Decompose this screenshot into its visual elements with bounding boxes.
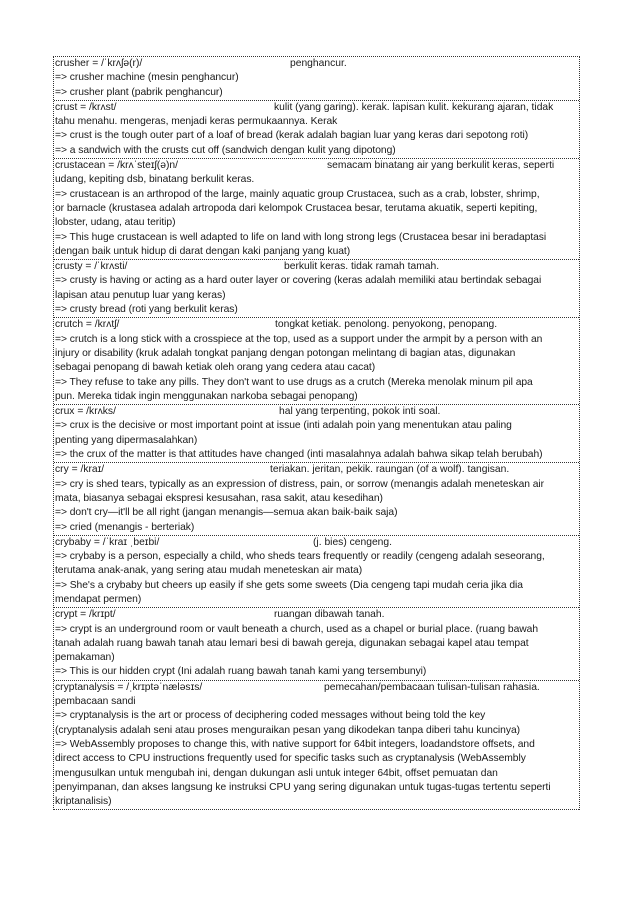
entry-line: => cried (menangis - berteriak) — [55, 521, 195, 533]
entry-term: crutch = /krʌtʃ/ — [55, 319, 120, 331]
entry-line: penting yang dipermasalahkan) — [55, 434, 198, 446]
dictionary-entry — [54, 608, 579, 680]
entry-translation: teriakan. jeritan, pekik. raungan (of a wolf). tangisan. — [270, 464, 510, 476]
entry-line: injury or disability (kruk adalah tongkat panjang dengan potongan melintang di bagian atas, digunakan — [55, 347, 516, 359]
entry-line: dengan baik untuk hidup di darat dengan kaki panjang yang kuat) — [55, 245, 351, 257]
entry-line: udang, kepiting dsb, binatang berkulit keras. — [55, 174, 255, 186]
dictionary-entry — [54, 463, 579, 535]
entry-line: => crusty bread (roti yang berkulit keras) — [55, 304, 238, 316]
entry-line: pun. Mereka tidak ingin menggunakan narkoba sebagai penopang) — [55, 390, 358, 402]
entry-line: => crusty is having or acting as a hard outer layer or covering (keras adalah memiliki atau bertindak sebagai — [55, 275, 542, 287]
dictionary-entry — [54, 536, 579, 608]
entry-header — [54, 681, 579, 695]
entry-translation: ruangan dibawah tanah. — [274, 609, 385, 621]
entry-translation: kulit (yang garing). kerak. lapisan kulit. kekurang ajaran, tidak — [274, 101, 554, 113]
entry-term: crust = /krʌst/ — [55, 101, 117, 113]
entry-header — [54, 405, 579, 419]
entry-translation: semacam binatang air yang berkulit keras, seperti — [327, 160, 555, 172]
dictionary-entry — [54, 101, 579, 159]
dictionary-entry — [54, 681, 579, 811]
entry-line: mendapat permen) — [55, 593, 142, 605]
entry-line: mata, biasanya sebagai ekspresi kesusahan, rasa sakit, atau kesedihan) — [55, 492, 383, 504]
entry-term: crybaby = /ˈkraɪ ˌbeɪbi/ — [55, 536, 160, 548]
entry-line: tanah adalah ruang bawah tanah atau lemari besi di bawah gereja, digunakan sebagai kapel atau tempat — [55, 637, 529, 649]
entry-header — [54, 608, 579, 622]
entry-line: => the crux of the matter is that attitudes have changed (inti masalahnya adalah bahwa sikap telah berubah) — [55, 449, 543, 461]
entry-line: => crutch is a long stick with a crosspiece at the top, used as a support under the armpit by a person with an — [55, 333, 543, 345]
entry-line: => cryptanalysis is the art or process of deciphering coded messages without being told the key — [55, 710, 486, 722]
entry-translation: penghancur. — [290, 58, 347, 69]
entry-line: pemakaman) — [55, 652, 115, 664]
entry-line: => don't cry—it'll be all right (jangan menangis—semua akan baik-baik saja) — [55, 507, 398, 519]
entry-header — [54, 260, 579, 274]
entry-line: terutama anak-anak, yang sering atau mudah meneteskan air mata) — [55, 565, 363, 577]
entry-translation: berkulit keras. tidak ramah tamah. — [284, 261, 440, 273]
dictionary-entry — [54, 260, 579, 318]
dictionary-document — [53, 56, 580, 810]
entry-translation: tongkat ketiak. penolong. penyokong, penopang. — [275, 319, 498, 331]
entry-line: => crux is the decisive or most important point at issue (inti adalah poin yang menentukan atau paling — [55, 420, 512, 432]
dictionary-entry — [54, 159, 579, 260]
entry-line: (cryptanalysis adalah seni atau proses menguraikan pesan yang dikodekan tanpa diberi tahu kuncinya) — [55, 724, 520, 736]
entry-header — [54, 536, 579, 550]
entry-line: => This is our hidden crypt (Ini adalah ruang bawah tanah kami yang tersembunyi) — [55, 666, 427, 678]
entry-line: => crustacean is an arthropod of the large, mainly aquatic group Crustacea, such as a crab, lobster, shrimp, — [55, 188, 540, 200]
entry-line: => crusher machine (mesin penghancur) — [55, 72, 239, 84]
entry-line: => crusher plant (pabrik penghancur) — [55, 86, 223, 98]
entry-term: cryptanalysis = /ˌkrɪptəˈnæləsɪs/ — [55, 681, 203, 693]
entry-term: cry = /kraɪ/ — [55, 464, 105, 476]
entry-line: or barnacle (krustasea adalah artropoda dari kelompok Crustacea besar, terutama akuatik, seperti kepiting, — [55, 202, 538, 214]
entry-header — [54, 318, 579, 332]
entry-line: lapisan atau penutup luar yang keras) — [55, 289, 226, 301]
entry-line: kriptanalisis) — [55, 796, 112, 808]
entry-translation: pemecahan/pembacaan tulisan-tulisan rahasia. — [324, 681, 540, 693]
entry-line: penyimpanan, dan akses langsung ke instruksi CPU yang sering digunakan untuk tugas-tugas tertentu seperti — [55, 781, 551, 793]
dictionary-entry — [54, 318, 579, 405]
entry-line: => crypt is an underground room or vault beneath a church, used as a chapel or burial place. (ruang bawah — [55, 623, 539, 635]
entry-line: => She's a crybaby but cheers up easily if she gets some sweets (Dia cengeng tapi mudah ceria jika dia — [55, 579, 523, 591]
entry-line: mengusulkan untuk mengubah ini, dengan dukungan asli untuk integer 64bit, offset pemuatan dan — [55, 767, 498, 779]
entry-line: lobster, udang, atau teritip) — [55, 217, 176, 229]
entry-line: tahu menahu. mengeras, menjadi keras permukaannya. Kerak — [55, 116, 338, 128]
entry-term: crusher = /ˈkrʌʃə(r)/ — [55, 58, 143, 69]
entry-header — [54, 463, 579, 477]
entry-line: => cry is shed tears, typically as an expression of distress, pain, or sorrow (menangis adalah meneteskan air — [55, 478, 545, 490]
entry-line: => a sandwich with the crusts cut off (sandwich dengan kulit yang dipotong) — [55, 144, 396, 156]
dictionary-entry — [54, 57, 579, 101]
entry-header — [54, 159, 579, 173]
dictionary-entry — [54, 405, 579, 463]
entry-term: crux = /krʌks/ — [55, 406, 116, 418]
entry-line: => crybaby is a person, especially a child, who sheds tears frequently or readily (cengeng adalah seseorang, — [55, 551, 545, 563]
entry-header — [54, 57, 579, 71]
entry-line: sebagai penopang di bawah ketiak oleh orang yang cedera atau cacat) — [55, 362, 376, 374]
entry-line: direct access to CPU instructions frequently used for specific tasks such as cryptanalysis (WebAssembly — [55, 753, 526, 765]
entry-term: crusty = /ˈkrʌsti/ — [55, 261, 128, 273]
entry-translation: (j. bies) cengeng. — [313, 536, 392, 548]
entry-line: => They refuse to take any pills. They don't want to use drugs as a crutch (Mereka menolak minum pil apa — [55, 376, 533, 388]
entry-line: => WebAssembly proposes to change this, with native support for 64bit integers, loadandstore offsets, and — [55, 738, 535, 750]
entry-header — [54, 101, 579, 115]
entry-line: => This huge crustacean is well adapted to life on land with long strong legs (Crustacea besar ini beradaptasi — [55, 231, 547, 243]
entry-translation: hal yang terpenting, pokok inti soal. — [279, 406, 441, 418]
entry-term: crypt = /krɪpt/ — [55, 609, 116, 621]
entry-line: pembacaan sandi — [55, 696, 136, 708]
entry-term: crustacean = /krʌˈsteɪʃ(ə)n/ — [55, 160, 178, 172]
entry-line: => crust is the tough outer part of a loaf of bread (kerak adalah bagian luar yang keras dari sepotong roti) — [55, 130, 529, 142]
